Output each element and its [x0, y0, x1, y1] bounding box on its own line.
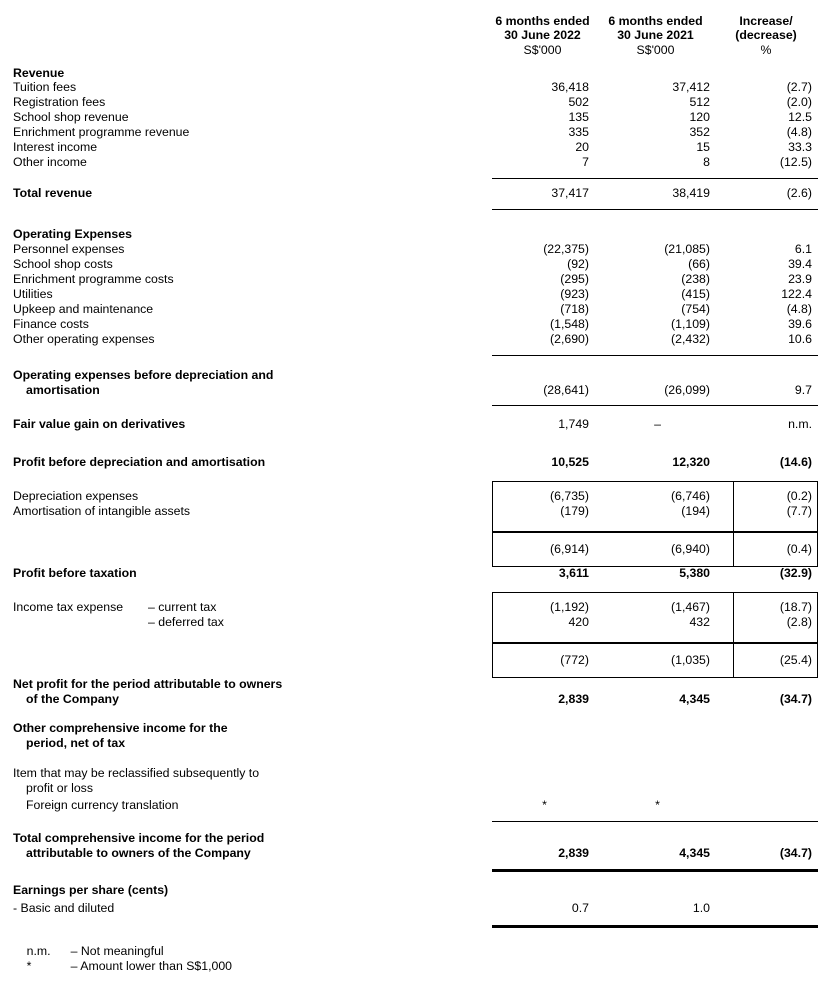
- row-label-line1: Net profit for the period attributable to owners: [13, 677, 283, 691]
- row-value-2021: 512: [689, 95, 710, 109]
- row-value-2022: 36,418: [551, 80, 589, 94]
- table-row: [0, 489, 832, 504]
- table-row: [0, 287, 832, 302]
- table-row: [0, 257, 832, 272]
- row-value-2022: (772): [560, 653, 589, 667]
- column-header-change-line2: (decrease): [735, 28, 797, 43]
- row-label: Total revenue: [13, 186, 93, 200]
- row-value-2021: (21,085): [664, 242, 710, 256]
- row-value-change: (2.6): [786, 186, 812, 200]
- total-revenue-row: [0, 186, 832, 201]
- row-value-2022: (295): [560, 272, 589, 286]
- row-value-2022: (1,548): [550, 317, 589, 331]
- row-value-2022: 502: [568, 95, 589, 109]
- row-label: School shop revenue: [13, 110, 129, 124]
- row-value-2021: 352: [689, 125, 710, 139]
- row-value-2022: (718): [560, 302, 589, 316]
- row-value-change: 12.5: [788, 110, 812, 124]
- row-label: [0, 368, 492, 398]
- row-value-2021: (754): [681, 302, 710, 316]
- row-value-2022: (6,914): [550, 542, 589, 556]
- row-label: [0, 600, 492, 615]
- row-label: Fair value gain on derivatives: [13, 417, 186, 431]
- row-value-change: (34.7): [779, 692, 812, 706]
- row-value-2022: *: [542, 798, 547, 812]
- row-value-2022: 2,839: [558, 846, 589, 860]
- reclass-line2: profit or loss: [26, 781, 93, 796]
- row-value-2022: 1,749: [558, 417, 589, 431]
- row-value-2022: 135: [568, 110, 589, 124]
- column-header-2022-line1: 6 months ended: [495, 14, 590, 28]
- row-value-2021: (1,109): [671, 317, 710, 331]
- row-value-2021: (6,940): [671, 542, 710, 556]
- table-row: [0, 615, 832, 630]
- eps-title-label: Earnings per share (cents): [13, 883, 169, 897]
- rule-above-eps: [492, 869, 818, 872]
- tax-line-current-label: – current tax: [148, 600, 217, 614]
- net-profit-row: [0, 677, 832, 707]
- row-value-2022: 2,839: [558, 692, 589, 706]
- row-label: Tuition fees: [13, 80, 77, 94]
- row-value-2021: 120: [689, 110, 710, 124]
- table-row: [0, 80, 832, 95]
- footnote-nm-key: n.m.: [26, 944, 51, 959]
- section-title-operating-expenses: [0, 227, 832, 242]
- row-value-2021: (238): [681, 272, 710, 286]
- row-value-2022: (22,375): [543, 242, 589, 256]
- row-value-2021: (415): [681, 287, 710, 301]
- row-value-change: 9.7: [794, 383, 812, 397]
- eps-value-row: [0, 901, 832, 916]
- total-comprehensive-income-row: [0, 831, 832, 861]
- row-value-change: n.m.: [788, 417, 812, 431]
- row-label: - Basic and diluted: [13, 901, 115, 915]
- row-label-line1: Total comprehensive income for the period: [13, 831, 265, 845]
- row-value-2022: 20: [575, 140, 589, 154]
- row-label: Interest income: [13, 140, 98, 154]
- rule-below-total-revenue: [492, 209, 818, 210]
- oci-title-line2: period, net of tax: [26, 736, 126, 751]
- rule-above-fair-value: [492, 405, 818, 406]
- table-row: [0, 110, 832, 125]
- row-label: Enrichment programme costs: [13, 272, 174, 286]
- footnote-asterisk-key: *: [26, 959, 32, 974]
- table-row: [0, 140, 832, 155]
- column-header-2022: [492, 14, 597, 57]
- row-label: School shop costs: [13, 257, 113, 271]
- row-value-2021: 8: [703, 155, 710, 169]
- operating-expenses-title-label: Operating Expenses: [13, 227, 132, 241]
- profit-before-depreciation-row: [0, 455, 832, 470]
- row-value-2022: (28,641): [543, 383, 589, 397]
- row-value-change: (14.6): [779, 455, 812, 469]
- row-value-change: (7.7): [786, 504, 812, 518]
- column-header-2021-unit: S$'000: [636, 42, 675, 57]
- row-value-2021: 12,320: [672, 455, 710, 469]
- footnote-asterisk-text: – Amount lower than S$1,000: [70, 959, 233, 974]
- row-value-change: 122.4: [781, 287, 812, 301]
- table-row: [0, 242, 832, 257]
- opex-total-row: [0, 368, 832, 398]
- row-value-change: (32.9): [779, 566, 812, 580]
- row-label: Profit before depreciation and amortisation: [13, 455, 266, 469]
- table-row: [0, 302, 832, 317]
- row-label: Personnel expenses: [13, 242, 125, 256]
- row-value-2022: (92): [567, 257, 589, 271]
- reclass-line1: Item that may be reclassified subsequently to: [13, 766, 260, 780]
- reclassification-note-row: [0, 766, 832, 796]
- row-label: Foreign currency translation: [26, 798, 179, 812]
- row-value-change: (34.7): [779, 846, 812, 860]
- row-value-2022: 37,417: [551, 186, 589, 200]
- row-value-2021: 38,419: [672, 186, 710, 200]
- column-header-2021-line1: 6 months ended: [608, 14, 703, 28]
- row-value-change: (25.4): [779, 653, 812, 667]
- column-header-2021: [597, 14, 718, 57]
- row-value-change: (12.5): [779, 155, 812, 169]
- income-tax-expense-label: Income tax expense: [13, 600, 124, 614]
- eps-title-row: [0, 883, 832, 898]
- row-value-2022: (1,192): [550, 600, 589, 614]
- column-header-change-unit: %: [760, 42, 772, 57]
- row-label: Enrichment programme revenue: [13, 125, 190, 139]
- row-value-change: (0.2): [786, 489, 812, 503]
- income-tax-total-row: [0, 653, 832, 668]
- table-row: [0, 332, 832, 347]
- table-row: [0, 600, 832, 615]
- row-value-change: (2.8): [786, 615, 812, 629]
- row-label: Amortisation of intangible assets: [13, 504, 191, 518]
- row-value-change: (0.4): [786, 542, 812, 556]
- row-label: Profit before taxation: [13, 566, 137, 580]
- row-value-2022: (2,690): [550, 332, 589, 346]
- depreciation-total-row: [0, 542, 832, 557]
- row-label-line1: Operating expenses before depreciation and: [13, 368, 274, 382]
- column-header-2021-line2: 30 June 2021: [617, 28, 694, 43]
- row-label-line2: attributable to owners of the Company: [26, 846, 251, 861]
- row-label: Registration fees: [13, 95, 106, 109]
- row-value-2022: (923): [560, 287, 589, 301]
- oci-title-row: [0, 721, 832, 751]
- row-value-2022: 335: [568, 125, 589, 139]
- row-value-2021: (26,099): [664, 383, 710, 397]
- row-value-change: 10.6: [788, 332, 812, 346]
- row-value-2022: 3,611: [558, 566, 589, 580]
- rule-above-total-revenue: [492, 178, 818, 179]
- row-value-change: (2.0): [786, 95, 812, 109]
- column-header-2022-line2: 30 June 2022: [504, 28, 581, 43]
- table-row: [0, 95, 832, 110]
- row-value-2021: (1,035): [671, 653, 710, 667]
- row-value-change: 39.6: [788, 317, 812, 331]
- footnote-nm-text: – Not meaningful: [70, 944, 164, 959]
- column-header-change: [718, 14, 818, 57]
- foreign-currency-translation-row: [0, 798, 832, 813]
- row-value-2021: (1,467): [671, 600, 710, 614]
- row-value-change: 33.3: [788, 140, 812, 154]
- row-value-change: (18.7): [779, 600, 812, 614]
- row-value-2021: –: [654, 417, 661, 431]
- footnote-asterisk: [13, 944, 232, 990]
- table-row: [0, 125, 832, 140]
- revenue-title-label: Revenue: [13, 66, 65, 80]
- row-label: Utilities: [13, 287, 53, 301]
- row-value-2021: (6,746): [671, 489, 710, 503]
- tax-line-deferred-label: – deferred tax: [148, 615, 224, 629]
- row-value-2021: (66): [688, 257, 710, 271]
- row-label: [0, 831, 492, 861]
- row-value-2021: 4,345: [679, 692, 710, 706]
- row-value-change: (4.8): [786, 302, 812, 316]
- row-label: [0, 677, 492, 707]
- row-value-2022: 7: [582, 155, 589, 169]
- row-value-2021: (2,432): [671, 332, 710, 346]
- column-header-change-line1: Increase/: [739, 14, 793, 28]
- section-title-revenue: [0, 66, 832, 81]
- profit-before-taxation-row: [0, 566, 832, 581]
- table-row: [0, 272, 832, 287]
- row-label: Finance costs: [13, 317, 89, 331]
- row-value-2021: *: [655, 798, 660, 812]
- row-value-change: 6.1: [794, 242, 812, 256]
- row-label: [0, 766, 492, 796]
- row-value-2021: 432: [689, 615, 710, 629]
- row-value-2021: 4,345: [679, 846, 710, 860]
- row-label: Other operating expenses: [13, 332, 155, 346]
- row-label: Depreciation expenses: [13, 489, 139, 503]
- rule-above-total-comprehensive-income: [492, 821, 818, 822]
- fair-value-gain-row: [0, 417, 832, 432]
- row-value-2022: (179): [560, 504, 589, 518]
- rule-below-eps: [492, 925, 818, 928]
- row-label-line2: amortisation: [26, 383, 100, 398]
- row-value-2022: (6,735): [550, 489, 589, 503]
- table-row: [0, 504, 832, 519]
- table-row: [0, 317, 832, 332]
- row-label: [0, 721, 492, 751]
- row-label-line2: of the Company: [26, 692, 119, 707]
- row-value-2022: 0.7: [571, 901, 589, 915]
- row-value-2021: 5,380: [679, 566, 710, 580]
- row-value-change: (4.8): [786, 125, 812, 139]
- row-value-change: 39.4: [788, 257, 812, 271]
- column-header-2022-unit: S$'000: [523, 42, 562, 57]
- row-value-2022: 420: [568, 615, 589, 629]
- row-value-change: (2.7): [786, 80, 812, 94]
- oci-title-line1: Other comprehensive income for the: [13, 721, 228, 735]
- table-row: [0, 155, 832, 170]
- rule-above-opex-total: [492, 355, 818, 356]
- table-column-headers: [492, 14, 818, 57]
- row-value-2022: 10,525: [551, 455, 589, 469]
- row-value-change: 23.9: [788, 272, 812, 286]
- row-value-2021: 37,412: [672, 80, 710, 94]
- row-value-2021: (194): [681, 504, 710, 518]
- row-label: Other income: [13, 155, 87, 169]
- row-value-2021: 15: [696, 140, 710, 154]
- row-label: Upkeep and maintenance: [13, 302, 154, 316]
- row-value-2021: 1.0: [692, 901, 710, 915]
